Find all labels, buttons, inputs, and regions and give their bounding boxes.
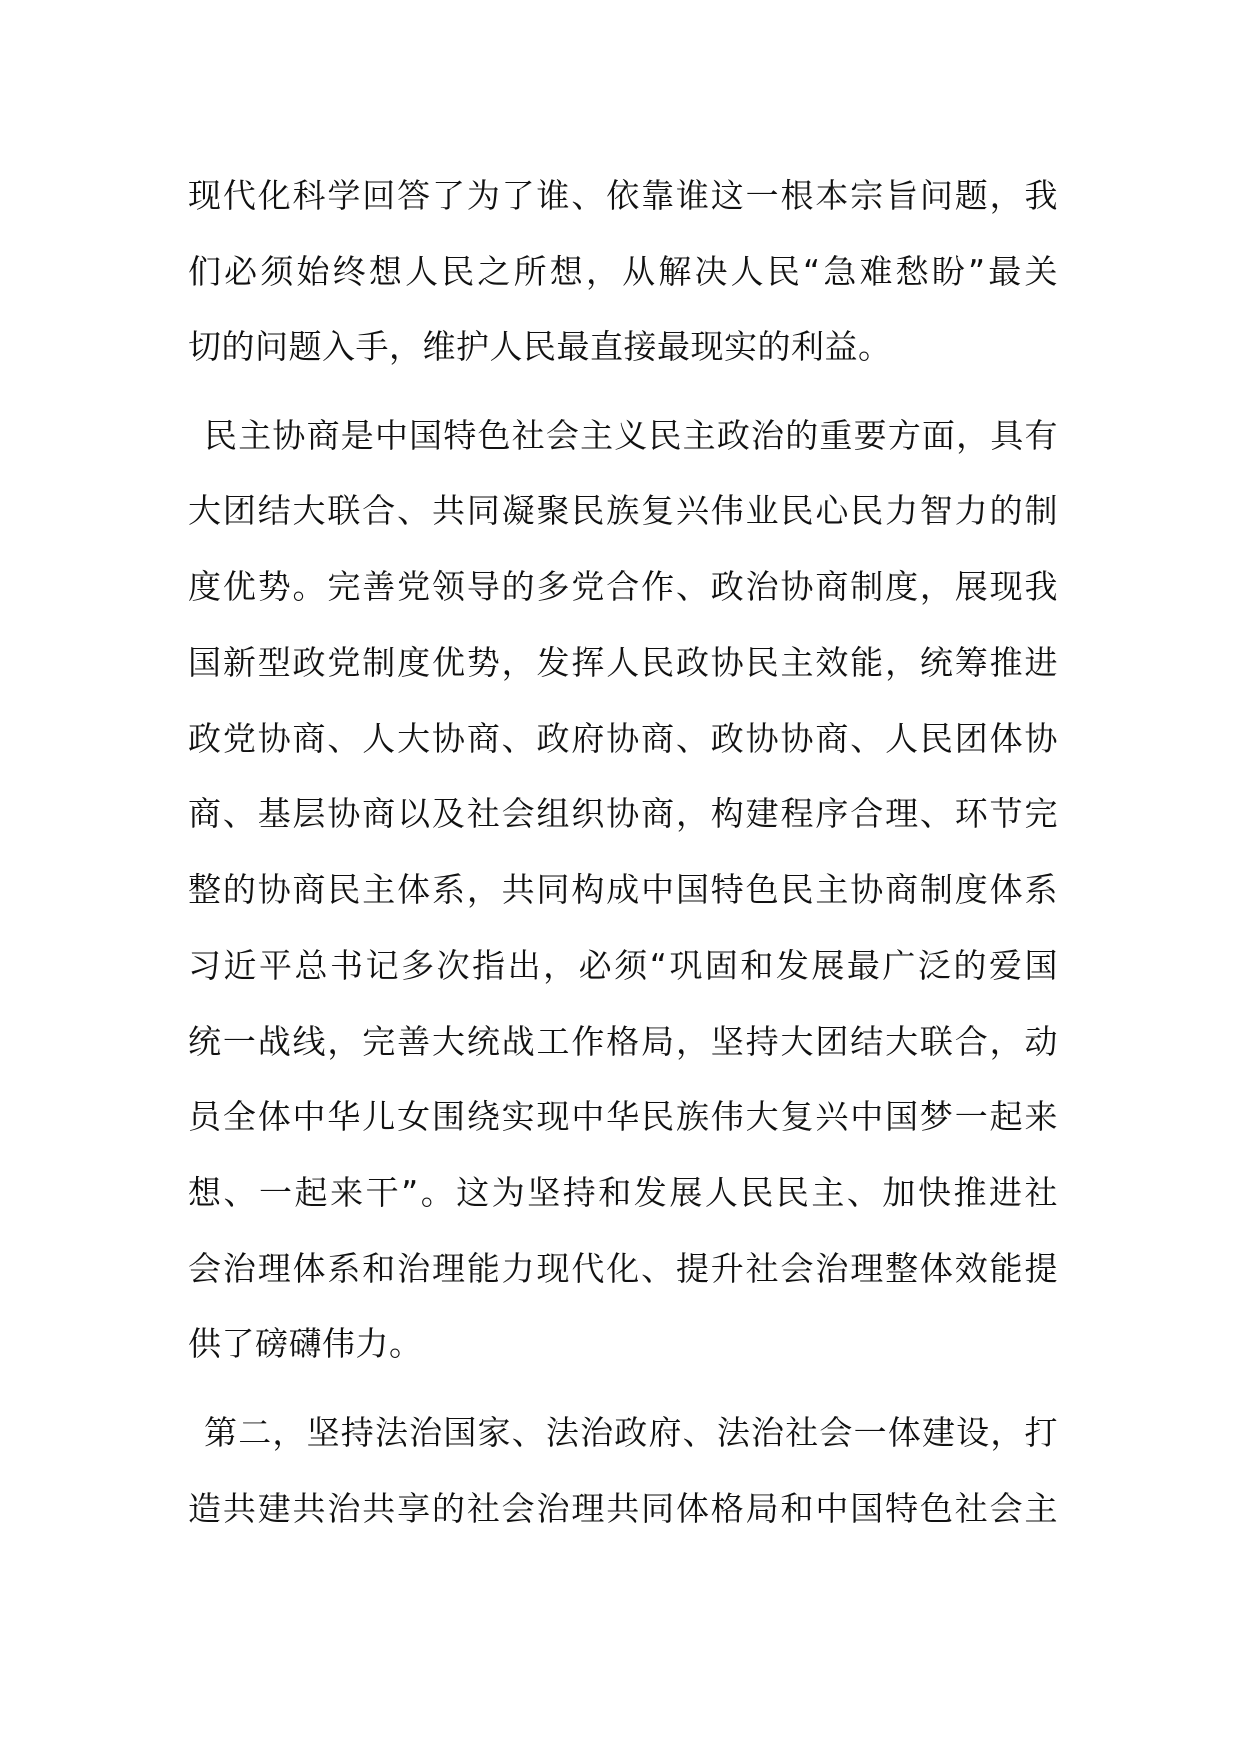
paragraph-2-line-8: 习近平总书记多次指出，必须“巩固和发展最广泛的爱国 [188, 946, 1058, 985]
paragraph-1-line-2: 们必须始终想人民之所想，从解决人民“急难愁盼”最关 [188, 252, 1058, 291]
paragraph-2-line-13: 供了磅礴伟力。 [188, 1324, 423, 1363]
paragraph-2-line-9: 统一战线，完善大统战工作格局，坚持大团结大联合，动 [188, 1022, 1058, 1061]
paragraph-2-line-6: 商、基层协商以及社会组织协商，构建程序合理、环节完 [188, 794, 1058, 833]
paragraph-2-line-12: 会治理体系和治理能力现代化、提升社会治理整体效能提 [188, 1249, 1058, 1288]
paragraph-2-line-10: 员全体中华儿女围绕实现中华民族伟大复兴中国梦一起来 [188, 1097, 1058, 1136]
paragraph-2-line-5: 政党协商、人大协商、政府协商、政协协商、人民团体协 [188, 719, 1058, 758]
paragraph-1-line-3: 切的问题入手，维护人民最直接最现实的利益。 [188, 327, 892, 366]
paragraph-1-line-1: 现代化科学回答了为了谁、依靠谁这一根本宗旨问题，我 [188, 176, 1058, 215]
paragraph-2-line-7: 整的协商民主体系，共同构成中国特色民主协商制度体系 [188, 870, 1058, 909]
paragraph-2-line-4: 国新型政党制度优势，发挥人民政协民主效能，统筹推进 [188, 643, 1058, 682]
paragraph-3-line-2: 造共建共治共享的社会治理共同体格局和中国特色社会主 [188, 1489, 1058, 1528]
paragraph-2-line-11: 想、一起来干”。这为坚持和发展人民民主、加快推进社 [188, 1173, 1058, 1212]
paragraph-2-line-1: 民主协商是中国特色社会主义民主政治的重要方面，具有 [204, 416, 1058, 455]
paragraph-3-line-1: 第二，坚持法治国家、法治政府、法治社会一体建设，打 [204, 1413, 1058, 1452]
paragraph-2-line-3: 度优势。完善党领导的多党合作、政治协商制度，展现我 [188, 567, 1058, 606]
paragraph-2-line-2: 大团结大联合、共同凝聚民族复兴伟业民心民力智力的制 [188, 491, 1058, 530]
